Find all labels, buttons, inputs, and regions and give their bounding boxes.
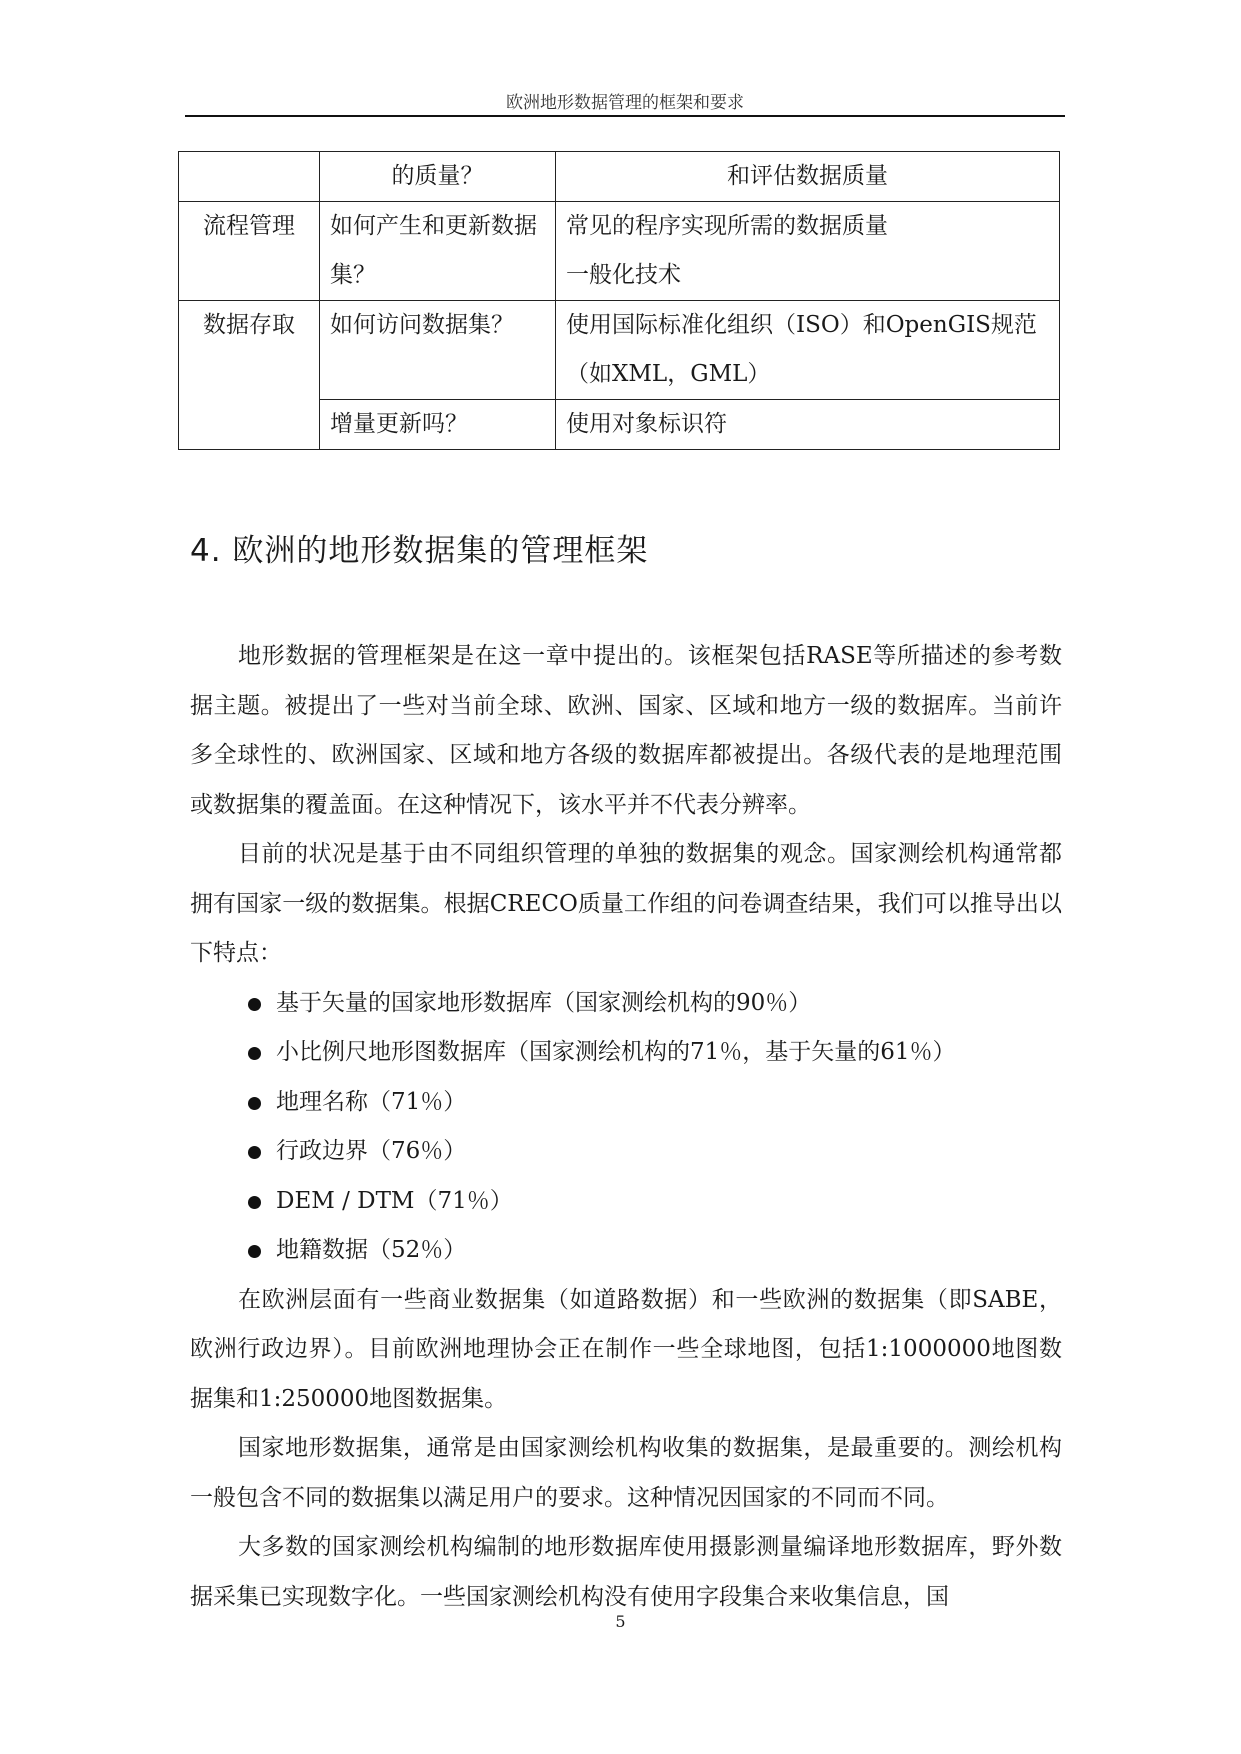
paragraph: 大多数的国家测绘机构编制的地形数据库使用摄影测量编译地形数据库，野外数据采集已实现数字化。一些国家测绘机构没有使用字段集合来收集信息，国 — [190, 1534, 1062, 1610]
bullet-icon — [248, 1245, 261, 1258]
list-item — [190, 979, 1062, 1029]
list-item — [190, 1226, 1062, 1276]
body-text — [190, 632, 1062, 1622]
list-item-text: 地籍数据（52％） — [276, 1237, 467, 1263]
table-cell-question: 如何访问数据集？ — [320, 301, 556, 400]
table-cell-answer: 使用对象标识符 — [556, 400, 1060, 450]
list-item-text: DEM / DTM（71％） — [276, 1187, 513, 1214]
section-title: 4. 欧洲的地形数据集的管理框架 — [190, 533, 649, 569]
paragraph: 在欧洲层面有一些商业数据集（如道路数据）和一些欧洲的数据集（即SABE，欧洲行政边界）。目前欧洲地理协会正在制作一些全球地图，包括1:1000000地图数据集和1:250000地图数据集。 — [190, 1286, 1062, 1412]
running-header: 欧洲地形数据管理的框架和要求 — [506, 93, 744, 113]
table-row — [179, 301, 1060, 400]
list-item — [190, 1028, 1062, 1078]
table-cell-answer: 和评估数据质量 — [556, 152, 1060, 202]
list-item-text: 地理名称（71％） — [276, 1088, 467, 1115]
list-item — [190, 1127, 1062, 1177]
page-number: 5 — [615, 1612, 626, 1631]
table-cell-question: 的质量？ — [320, 152, 556, 202]
table-cell-answer: 常见的程序实现所需的数据质量 一般化技术 — [556, 202, 1060, 301]
bullet-icon — [248, 1196, 261, 1209]
feature-list — [190, 979, 1062, 1276]
table-cell-question: 如何产生和更新数据集？ — [320, 202, 556, 301]
list-item — [190, 1078, 1062, 1128]
bullet-icon — [248, 1047, 261, 1060]
paragraph: 地形数据的管理框架是在这一章中提出的。该框架包括RASE等所描述的参考数据主题。被提出了一些对当前全球、欧洲、国家、区域和地方一级的数据库。当前许多全球性的、欧洲国家、区域和地方各级的数据库都被提出。各级代表的是地理范围或数据集的覆盖面。在这种情况下，该水平并不代表分辨率。 — [190, 643, 1062, 818]
table-row — [179, 202, 1060, 301]
paragraph: 国家地形数据集，通常是由国家测绘机构收集的数据集，是最重要的。测绘机构一般包含不同的数据集以满足用户的要求。这种情况因国家的不同而不同。 — [190, 1435, 1062, 1511]
table-cell-topic: 数据存取 — [179, 301, 320, 450]
paragraph: 目前的状况是基于由不同组织管理的单独的数据集的观念。国家测绘机构通常都拥有国家一级的数据集。根据CRECO质量工作组的问卷调查结果，我们可以推导出以下特点： — [190, 841, 1062, 966]
list-item — [190, 1177, 1062, 1227]
bullet-icon — [248, 998, 261, 1011]
table-cell-answer: 使用国际标准化组织（ISO）和OpenGIS规范（如XML，GML） — [556, 301, 1060, 400]
list-item-text: 小比例尺地形图数据库（国家测绘机构的71％，基于矢量的61％） — [276, 1039, 956, 1065]
bullet-icon — [248, 1097, 261, 1110]
header-rule — [185, 115, 1065, 117]
list-item-text: 行政边界（76％） — [276, 1138, 467, 1164]
bullet-icon — [248, 1146, 261, 1159]
list-item-text: 基于矢量的国家地形数据库（国家测绘机构的90％） — [276, 989, 812, 1016]
table-row — [179, 152, 1060, 202]
table-cell-question: 增量更新吗？ — [320, 400, 556, 450]
table-cell-topic — [179, 152, 320, 202]
table-cell-topic: 流程管理 — [179, 202, 320, 301]
requirements-table — [178, 151, 1060, 450]
